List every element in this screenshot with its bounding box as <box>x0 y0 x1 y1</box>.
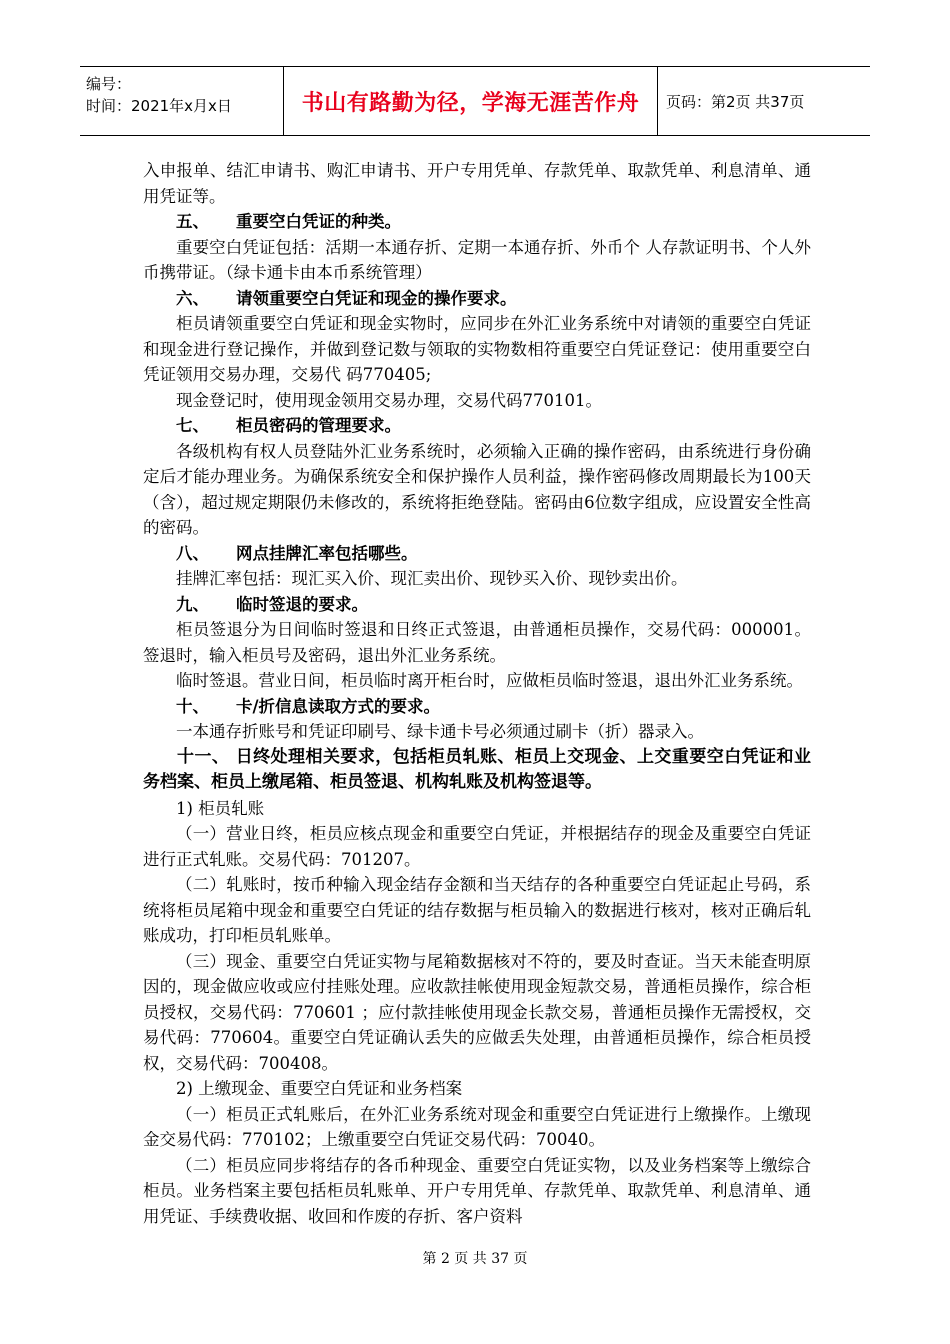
header-page-info <box>658 67 870 135</box>
document-number: 编号： <box>86 75 132 93</box>
section-heading: 十一、 日终处理相关要求，包括柜员轧账、柜员上交现金、上交重要空白凭证和业务档案、柜员上缴尾箱、柜员签退、机构轧账及机构签退等。 <box>143 746 811 792</box>
paragraph: （三）现金、重要空白凭证实物与尾箱数据核对不符的，要及时查证。当天未能查明原因的，现金做应收或应付挂账处理。应收款挂帐使用现金短款交易，普通柜员操作，综合柜员授权，交易代码：770601 ；应付款挂帐使用现金长款交易，普通柜员操作无需授权，交易代码：770604。重要空白凭证确认丢失的应做丢失处理，由普通柜员操作，综合柜员授权，交易代码：700408。 <box>143 951 811 1073</box>
paragraph: 各级机构有权人员登陆外汇业务系统时，必须输入正确的操作密码，由系统进行身份确定后才能办理业务。为确保系统安全和保护操作人员利益，操作密码修改周期最长为100天（含），超过规定期限仍未修改的，系统将拒绝登陆。密码由6位数字组成，应设置安全性高的密码。 <box>143 441 811 537</box>
paragraph: 柜员请领重要空白凭证和现金实物时，应同步在外汇业务系统中对请领的重要空白凭证和现金进行登记操作，并做到登记数与领取的实物数相符重要空白凭证登记：使用重要空白凭证领用交易办理，交易代 码770405; <box>143 314 811 384</box>
section-heading: 六、 请领重要空白凭证和现金的操作要求。 <box>176 288 517 308</box>
header-meta <box>80 67 283 135</box>
subsection-heading: 2) 上缴现金、重要空白凭证和业务档案 <box>176 1079 463 1098</box>
header-motto: 书山有路勤为径，学海无涯苦作舟 <box>301 90 640 116</box>
section-heading: 十、 卡/折信息读取方式的要求。 <box>176 696 441 716</box>
subsection-heading: 1) 柜员轧账 <box>176 798 265 818</box>
paragraph: （二）柜员应同步将结存的各币种现金、重要空白凭证实物，以及业务档案等上缴综合柜员。业务档案主要包括柜员轧账单、开户专用凭单、存款凭单、取款凭单、利息清单、通用凭证、手续费收据、收回和作废的存折、客户资料 <box>143 1155 811 1226</box>
paragraph: （一）营业日终，柜员应核点现金和重要空白凭证，并根据结存的现金及重要空白凭证进行正式轧账。交易代码：701207。 <box>143 824 811 869</box>
section-heading: 五、 重要空白凭证的种类。 <box>176 212 401 231</box>
paragraph: （一）柜员正式轧账后，在外汇业务系统对现金和重要空白凭证进行上缴操作。上缴现金交易代码：770102；上缴重要空白凭证交易代码：70040。 <box>143 1104 811 1149</box>
paragraph: 临时签退。营业日间，柜员临时离开柜台时，应做柜员临时签退，退出外汇业务系统。 <box>176 671 803 690</box>
section-heading: 九、 临时签退的要求。 <box>176 594 368 614</box>
section-heading: 七、 柜员密码的管理要求。 <box>176 416 401 435</box>
page-footer: 第 2 页 共 37 页 <box>422 1251 528 1267</box>
section-heading: 八、 网点挂牌汇率包括哪些。 <box>176 543 418 563</box>
header-page-label: 页码：第2页 共37页 <box>666 92 805 111</box>
paragraph: 现金登记时，使用现金领用交易办理，交易代码770101。 <box>176 390 602 410</box>
paragraph: 一本通存折账号和凭证印刷号、绿卡通卡号必须通过刷卡（折）器录入。 <box>176 722 704 741</box>
paragraph: 挂牌汇率包括：现汇买入价、现汇卖出价、现钞买入价、现钞卖出价。 <box>176 569 688 588</box>
paragraph: 柜员签退分为日间临时签退和日终正式签退，由普通柜员操作，交易代码：000001。签退时，输入柜员号及密码，退出外汇业务系统。 <box>143 620 811 665</box>
paragraph: 入申报单、结汇申请书、购汇申请书、开户专用凭单、存款凭单、取款凭单、利息清单、通用凭证等。 <box>143 161 811 206</box>
paragraph: 重要空白凭证包括：活期一本通存折、定期一本通存折、外币个 人存款证明书、个人外币携带证。（绿卡通卡由本币系统管理） <box>143 237 811 282</box>
paragraph: （二）轧账时，按币种输入现金结存金额和当天结存的各种重要空白凭证起止号码，系统将柜员尾箱中现金和重要空白凭证的结存数据与柜员输入的数据进行核对，核对正确后轧账成功，打印柜员轧账单。 <box>143 875 811 945</box>
document-time: 时间：2021年x月x日 <box>86 97 232 115</box>
page-header <box>80 66 870 136</box>
document-body <box>143 158 811 1229</box>
header-motto-cell <box>283 67 658 135</box>
